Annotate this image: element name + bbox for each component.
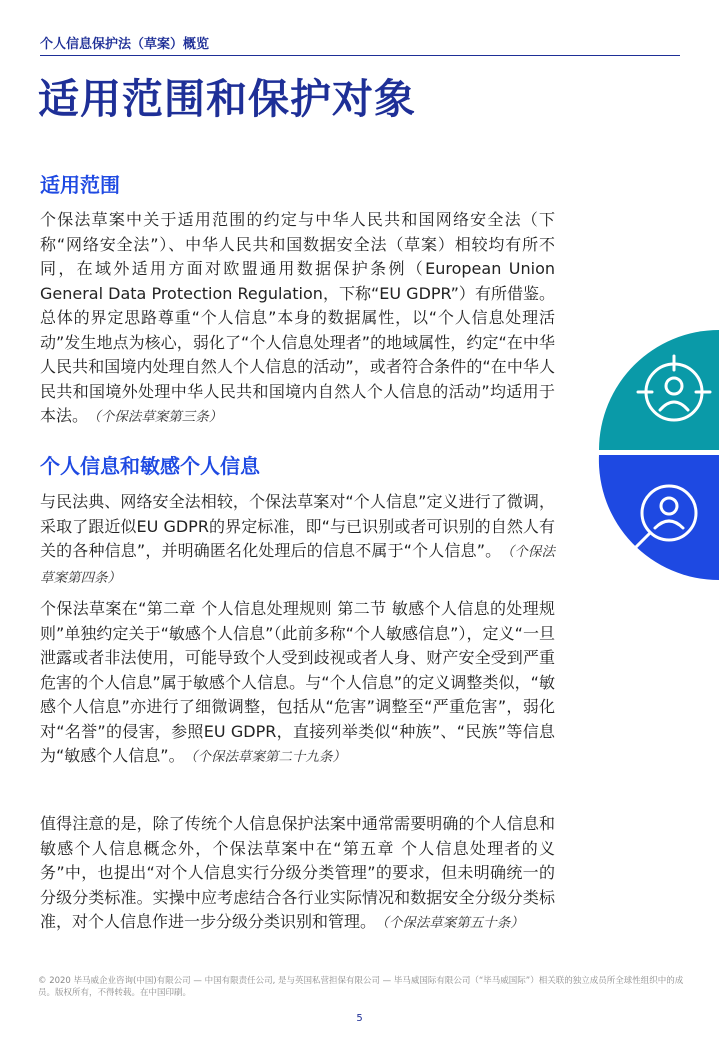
blue-half-circle	[599, 455, 719, 580]
page-number: 5	[356, 1013, 363, 1024]
paragraph-classification	[40, 812, 555, 936]
paragraph-sensitive-info	[40, 597, 555, 770]
decorative-graphic	[569, 330, 719, 630]
header-title: 个人信息保护法（草案）概览	[40, 37, 210, 52]
paragraph-text: 值得注意的是，除了传统个人信息保护法案中通常需要明确的个人信息和敏感个人信息概念外，个保法草案中在“第五章 个人信息处理者的义务”中，也提出“对个人信息实行分级分类管理”的要求，但未明确统一的分级分类标准。实操中应考虑结合各行业实际情况和数据安全分级分类标准，对个人信息作进一步分级分类识别和管理。	[40, 814, 555, 931]
section-heading-scope: 适用范围	[40, 173, 120, 197]
article-reference: （个保法草案第三条）	[94, 409, 223, 425]
section-heading-personal-info: 个人信息和敏感个人信息	[40, 454, 260, 478]
article-reference: （个保法草案第五十条）	[382, 915, 524, 931]
paragraph-text: 个保法草案中关于适用范围的约定与中华人民共和国网络安全法（下称“网络安全法”）、中华人民共和国数据安全法（草案）相较均有所不同，在域外适用方面对欧盟通用数据保护条例（European Union General Data Protection Regulation，下称“EU GDPR”）有所借鉴。总体的界定思路尊重“个人信息”本身的数据属性，以“个人信息处理活动”发生地点为核心，弱化了“个人信息处理者”的地域属性，约定“在中华人民共和国境内处理自然人个人信息的活动”，或者符合条件的“在中华人民共和国境外处理中华人民共和国境内自然人个人信息的活动”均适用于本法。	[40, 210, 555, 425]
paragraph-text: 与民法典、网络安全法相较，个保法草案对“个人信息”定义进行了微调，采取了跟近似EU GDPR的界定标准，即“与已识别或者可识别的自然人有关的各种信息”，并明确匿名化处理后的信息不属于“个人信息”。	[40, 492, 555, 560]
article-reference: （个保法草案第四条）	[40, 544, 556, 586]
footer-copyright: © 2020 毕马威企业咨询(中国)有限公司 — 中国有限责任公司, 是与英国私营担保有限公司 — 毕马威国际有限公司（“毕马威国际”）相关联的独立成员所全球性组织中的成员。版权所有，不得转载。在中国印刷。	[38, 976, 684, 998]
paragraph-personal-info-definition	[40, 490, 555, 590]
header-rule	[40, 55, 680, 56]
paragraph-scope	[40, 208, 555, 430]
article-reference: （个保法草案第二十九条）	[190, 749, 346, 765]
paragraph-text: 个保法草案在“第二章 个人信息处理规则 第二节 敏感个人信息的处理规则”单独约定关于“敏感个人信息”（此前多称“个人敏感信息”），定义“一旦泄露或者非法使用，可能导致个人受到歧视或者人身、财产安全受到严重危害的个人信息”属于敏感个人信息。与“个人信息”的定义调整类似，“敏感个人信息”亦进行了细微调整，包括从“危害”调整至“严重危害”，弱化对“名誉”的侵害，参照EU GDPR，直接列举类似“种族”、“民族”等信息为“敏感个人信息”。	[40, 599, 555, 765]
page-title: 适用范围和保护对象	[38, 75, 416, 123]
